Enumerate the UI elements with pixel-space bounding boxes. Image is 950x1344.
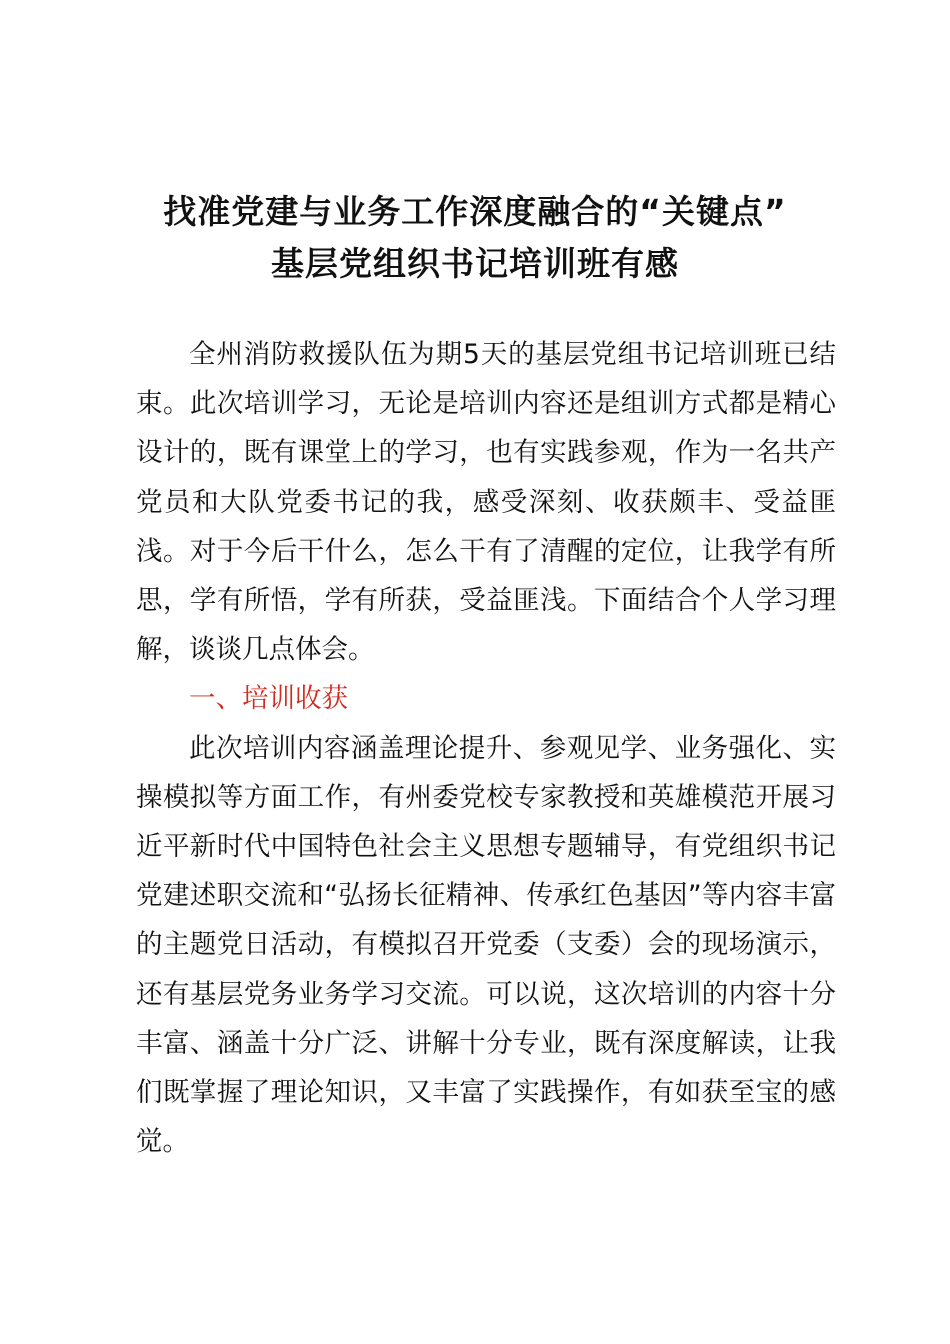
title-line-1: 找准党建与业务工作深度融合的“关键点” (163, 192, 787, 231)
section-heading: 一、培训收获 (189, 683, 348, 715)
training-content-paragraph: 此次培训内容涵盖理论提升、参观见学、业务强化、实操模拟等方面工作，有州委党校专家教授和英雄模范开展习近平新时代中国特色社会主义思想专题辅导，有党组织书记党建述职交流和“弘扬长征精神、传承红色基因”等内容丰富的主题党日活动，有模拟召开党委（支委）会的现场演示，还有基层党务业务学习交流。可以说，这次培训的内容十分丰富、涵盖十分广泛、讲解十分专业，既有深度解读，让我们既掌握了理论知识，又丰富了实践操作，有如获至宝的感觉。 (136, 732, 836, 1158)
document-body (136, 330, 836, 1166)
intro-paragraph: 全州消防救援队伍为期5天的基层党组书记培训班已结束。此次培训学习，无论是培训内容还是组训方式都是精心设计的，既有课堂上的学习，也有实践参观，作为一名共产党员和大队党委书记的我，感受深刻、收获颇丰、受益匪浅。对于今后干什么，怎么干有了清醒的定位，让我学有所思，学有所悟，学有所获，受益匪浅。下面结合个人学习理解，谈谈几点体会。 (136, 339, 836, 666)
document-title (100, 186, 850, 290)
title-line-2: 基层党组织书记培训班有感 (271, 244, 679, 283)
